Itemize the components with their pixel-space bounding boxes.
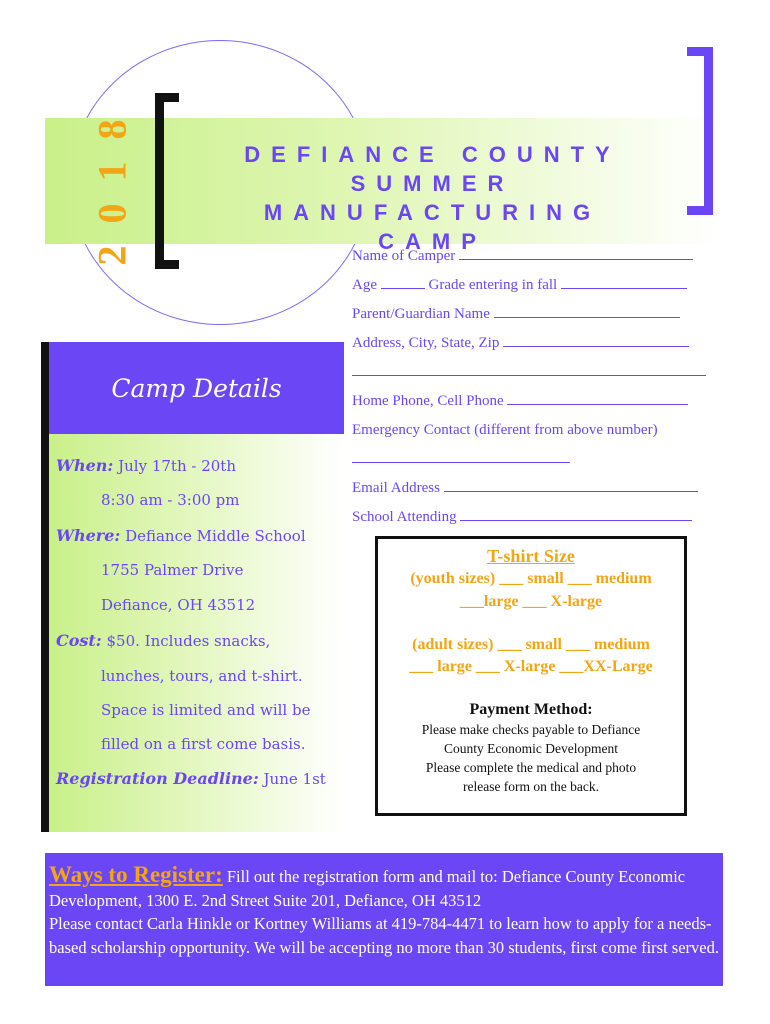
grade-label: Grade entering in fall (428, 277, 558, 293)
details-accent-bar (41, 342, 49, 832)
camper-name-label: Name of Camper (352, 248, 456, 264)
deadline-row (56, 769, 326, 788)
where-street: 1755 Palmer Drive (101, 561, 244, 579)
address-line[interactable] (503, 335, 689, 347)
year-vertical (56, 97, 168, 266)
phone-line[interactable] (507, 393, 688, 405)
title-line-2: SUMMER MANUFACTURING (263, 171, 602, 225)
where-label: Where: (56, 526, 121, 545)
address-line-2[interactable] (352, 364, 706, 376)
register-heading: Ways to Register: (49, 862, 223, 887)
deadline-date: June 1st (263, 770, 326, 788)
when-dates: July 17th - 20th (118, 457, 236, 475)
cost-line-3: Space is limited and will be (101, 701, 311, 719)
title-line-3: CAMP (378, 229, 487, 254)
deadline-label: Registration Deadline: (56, 769, 259, 788)
parent-field[interactable] (352, 306, 680, 323)
youth-sizes-line-1[interactable]: (youth sizes) ___ small ___ medium (410, 570, 652, 587)
emergency-field (352, 422, 658, 439)
parent-line[interactable] (494, 306, 680, 318)
cost-label: Cost: (56, 631, 102, 650)
tshirt-title: T-shirt Size (487, 546, 575, 566)
cost-row (56, 631, 270, 650)
school-field[interactable] (352, 509, 692, 526)
camper-name-line[interactable] (459, 248, 693, 260)
register-paragraph-1 (49, 863, 719, 912)
youth-sizes-line-2[interactable]: ___large ___ X-large (459, 593, 603, 610)
payment-line-3: Please complete the medical and photo (425, 760, 637, 775)
details-header (49, 342, 344, 434)
cost-line-2: lunches, tours, and t-shirt. (101, 667, 303, 685)
cost-line-4: filled on a first come basis. (101, 735, 306, 753)
page-title (180, 140, 685, 256)
address-label: Address, City, State, Zip (352, 335, 500, 351)
phone-label: Home Phone, Cell Phone (352, 393, 504, 409)
cost-line-1: $50. Includes snacks, (106, 632, 271, 650)
tshirt-box (375, 536, 687, 816)
year-text: 2018 (89, 97, 135, 266)
right-bracket (687, 47, 713, 215)
payment-line-4: release form on the back. (462, 779, 600, 794)
address-field[interactable] (352, 335, 689, 352)
register-text-1: Fill out the registration form and mail to: Defiance County Economic Development, 1300 E. 2nd Street Suite 201, Defiance, OH 43512 (49, 867, 686, 910)
when-row (56, 456, 236, 475)
age-label: Age (352, 277, 377, 293)
email-label: Email Address (352, 480, 440, 496)
register-text-2: Please contact Carla Hinkle or Kortney Williams at 419-784-4471 to learn how to apply for a needs-based scholarship opportunity. We will be accepting no more than 30 students, first come first served. (49, 914, 719, 957)
where-city: Defiance, OH 43512 (101, 596, 256, 614)
details-heading: Camp Details (111, 373, 282, 403)
adult-sizes-line-2[interactable]: ___ large ___ X-large ___XX-Large (409, 658, 653, 675)
emergency-line[interactable] (352, 451, 570, 463)
emergency-label: Emergency Contact (different from above number) (352, 422, 658, 438)
ways-to-register (45, 853, 723, 986)
payment-title: Payment Method: (469, 701, 593, 718)
age-line[interactable] (381, 277, 425, 289)
title-line-1: DEFIANCE COUNTY (244, 142, 621, 167)
email-field[interactable] (352, 480, 698, 497)
phone-field[interactable] (352, 393, 688, 410)
payment-line-1: Please make checks payable to Defiance (421, 722, 641, 737)
emergency-line-row[interactable] (352, 451, 570, 468)
when-times: 8:30 am - 3:00 pm (101, 491, 240, 509)
left-bracket (155, 93, 179, 269)
when-label: When: (56, 456, 114, 475)
parent-label: Parent/Guardian Name (352, 306, 490, 322)
grade-line[interactable] (561, 277, 687, 289)
camper-name-field[interactable] (352, 248, 693, 265)
adult-sizes-line-1[interactable]: (adult sizes) ___ small ___ medium (412, 636, 650, 653)
where-place: Defiance Middle School (125, 527, 306, 545)
where-row (56, 526, 306, 545)
age-grade-field[interactable] (352, 277, 687, 294)
payment-line-2: County Economic Development (444, 741, 618, 756)
email-line[interactable] (444, 480, 698, 492)
address-continued[interactable] (352, 364, 706, 381)
school-line[interactable] (460, 509, 692, 521)
school-label: School Attending (352, 509, 457, 525)
